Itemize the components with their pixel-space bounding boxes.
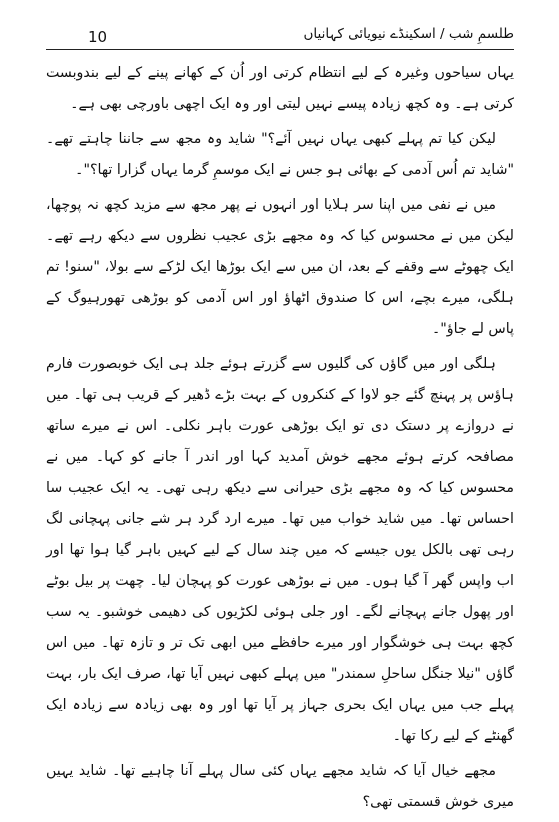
header-divider [46,49,514,50]
paragraph: یہاں سیاحوں وغیرہ کے لیے انتظام کرتی اور اُن کے کھانے پینے کے لیے بندوبست کرتی ہے۔ وہ کچھ زیادہ پیسے نہیں لیتی اور وہ ایک اچھی باورچی بھی ہے۔ [46,65,514,112]
page-number: 10 [88,28,108,46]
running-title: طلسمِ شب / اسکینڈے نیویائی کہانیاں [303,26,514,42]
page-header [46,22,514,50]
paragraph: میں نے نفی میں اپنا سر ہلایا اور انہوں نے پھر مجھ سے مزید کچھ نہ پوچھا، لیکن میں نے محسوس کیا کہ وہ مجھے بڑی عجیب نظروں سے دیکھ رہے تھے۔ ایک چھوٹے سے وقفے کے بعد، ان میں سے ایک بوڑھا ایک لڑکے سے بولا، "سنو! تم ہلگی، میرے بچے، اس کا صندوق اٹھاؤ اور اس آدمی کو بوڑھی تھورہیوگ کے پاس لے جاؤ"۔ [46,197,514,337]
paragraph: مجھے خیال آیا کہ شاید مجھے یہاں کئی سال پہلے آنا چاہیے تھا۔ شاید یہیں میری خوش قسمتی تھی؟ [46,763,514,810]
body-text [46,58,514,822]
paragraph: لیکن کیا تم پہلے کبھی یہاں نہیں آئے؟" شاید وہ مجھ سے جاننا چاہتے تھے۔ "شاید تم اُس آدمی کے بھائی ہو جس نے ایک موسمِ گرما یہاں گزارا تھا؟"۔ [46,131,514,178]
paragraph: ہلگی اور میں گاؤں کی گلیوں سے گزرتے ہوئے جلد ہی ایک خوبصورت فارم ہاؤس پر پہنچ گئے جو لاوا کے کنکروں کے بہت بڑے ڈھیر کے قریب ہی تھا۔ میں نے دروازے پر دستک دی تو ایک بوڑھی عورت باہر نکلی۔ اس نے میرے ساتھ مصافحہ کرتے ہوئے مجھے خوش آمدید کہا اور اندر آ جانے کو کہا۔ میں نے محسوس کیا کہ وہ مجھے بڑی حیرانی سے دیکھ رہی تھی۔ یہ ایک عجیب سا احساس تھا۔ میں شاید خواب میں تھا۔ میرے ارد گرد ہر شے جانی پہچانی لگ رہی تھی بالکل یوں جیسے کہ میں چند سال کے لیے کہیں باہر گیا ہوا تھا اور اب واپس گھر آ گیا ہوں۔ میں نے بوڑھی عورت کو پہچان لیا۔ چھت پر بیل بوٹے اور پھول جانے پہچانے لگے۔ اور جلی ہوئی لکڑیوں کی دھیمی خوشبو۔ یہ سب کچھ بہت ہی خوشگوار اور میرے حافظے میں ابھی تک تر و تازہ تھا۔ میں اس گاؤں "نیلا جنگل ساحلِ سمندر" میں پہلے کبھی نہیں آیا تھا، صرف ایک بار، بہت پہلے جب میں یہاں ایک بحری جہاز پر آیا تھا اور وہ بھی زیادہ سے زیادہ ایک گھنٹے کے لیے رکا تھا۔ [46,356,514,744]
